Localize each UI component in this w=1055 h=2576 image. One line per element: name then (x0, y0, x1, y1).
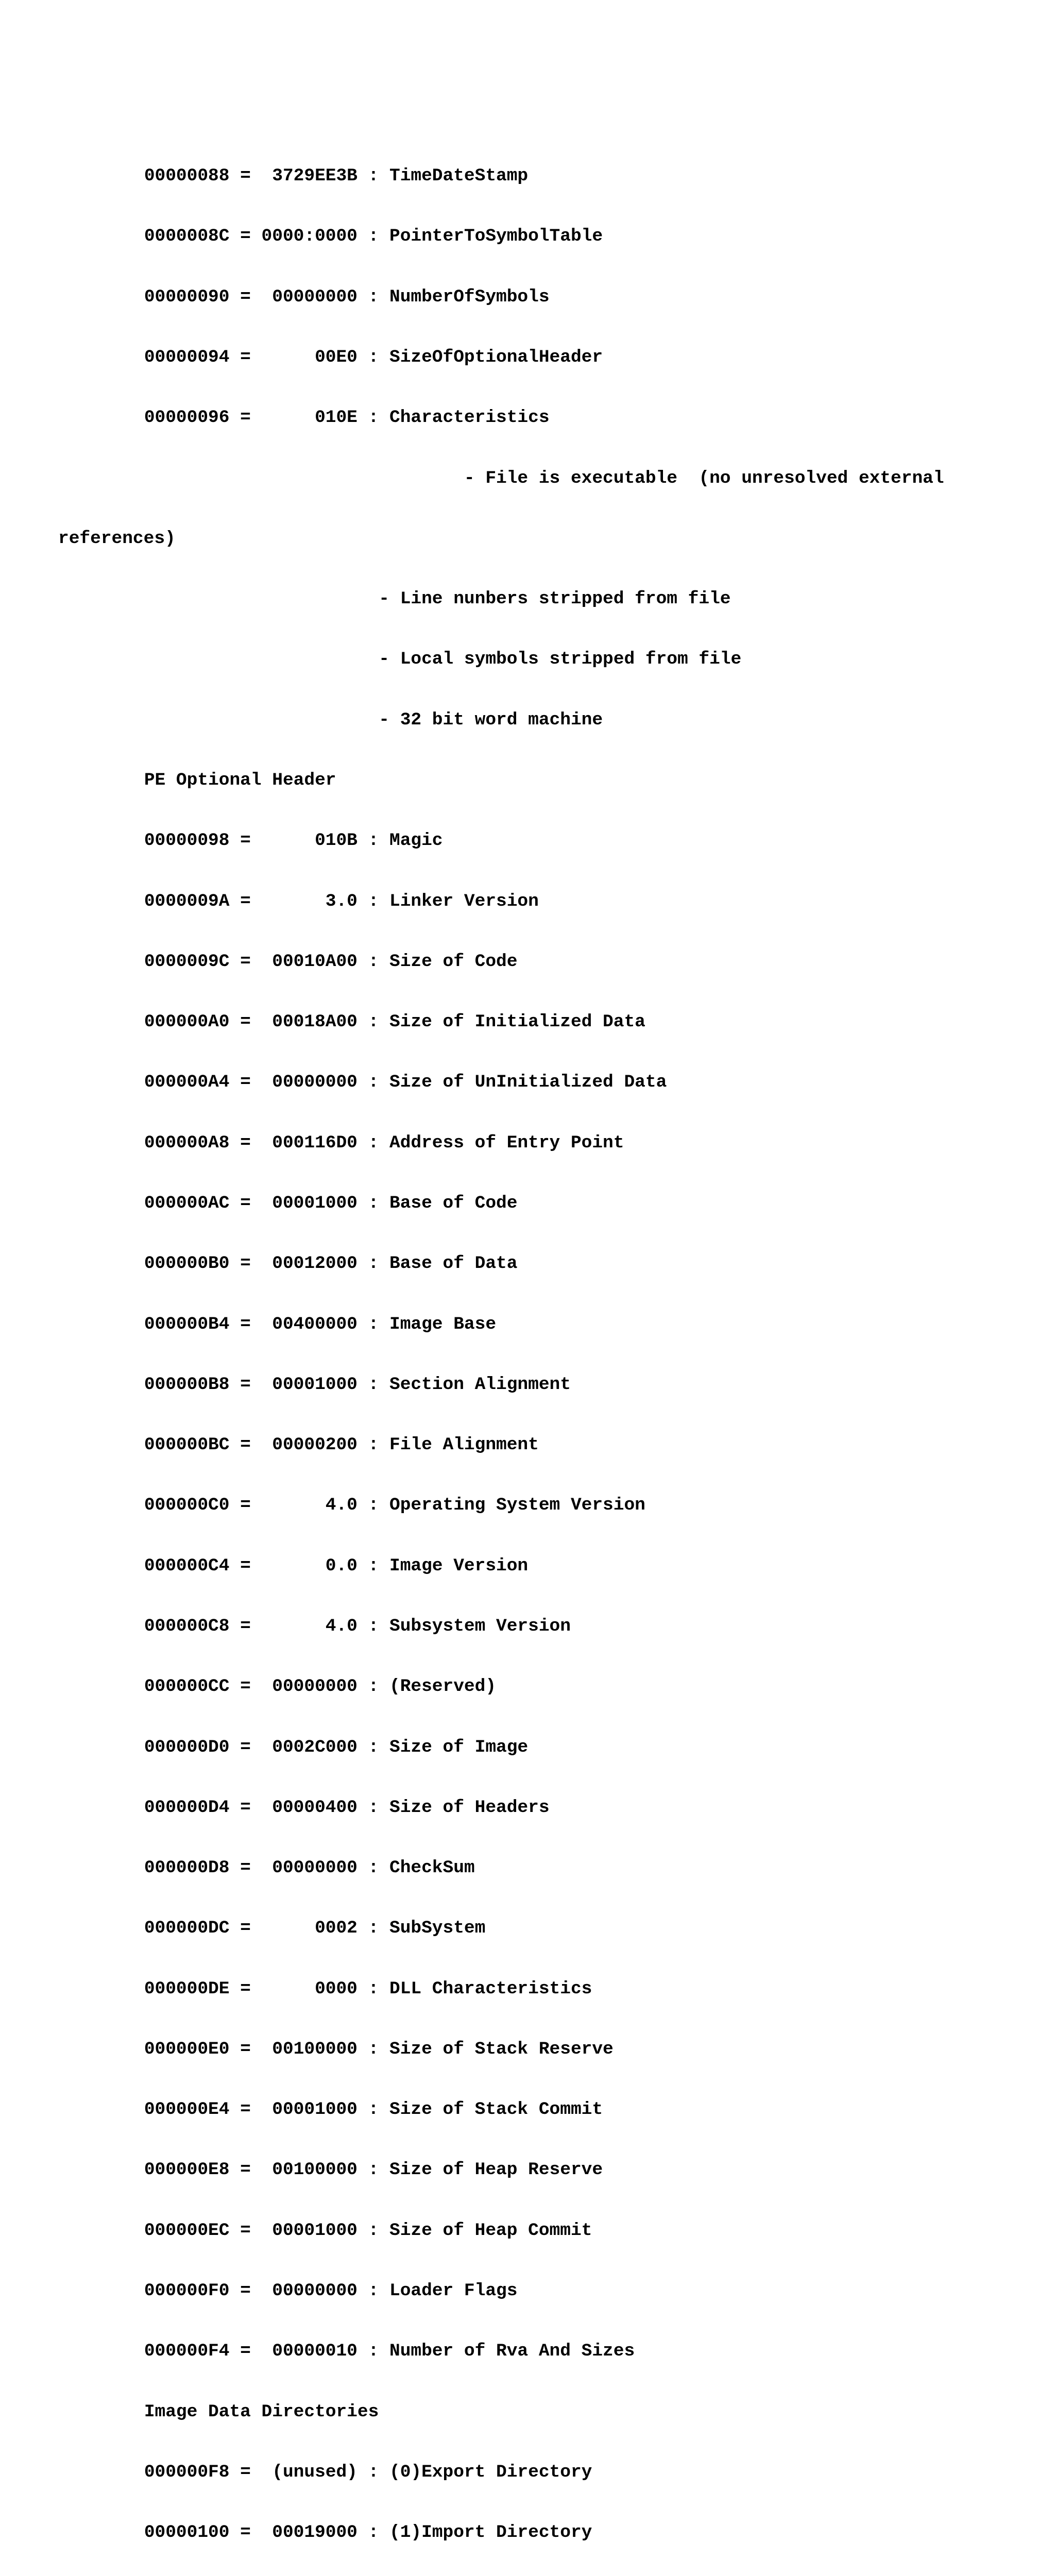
listing-line: - 32 bit word machine (101, 709, 603, 730)
listing-line: 0000009C = 00010A00 : Size of Code (101, 951, 518, 972)
listing-line: 000000F8 = (unused) : (0)Export Directory (101, 2462, 592, 2482)
listing-line: 00000100 = 00019000 : (1)Import Directory (101, 2522, 592, 2543)
listing-line: 000000F4 = 00000010 : Number of Rva And Sizes (101, 2341, 635, 2362)
listing-line: 000000CC = 00000000 : (Reserved) (101, 1676, 497, 1697)
listing-line: 000000C4 = 0.0 : Image Version (101, 1555, 529, 1576)
listing-line: 000000A0 = 00018A00 : Size of Initialized Data (101, 1012, 645, 1032)
listing-line: 000000BC = 00000200 : File Alignment (101, 1435, 539, 1455)
listing-line: 000000EC = 00001000 : Size of Heap Commit (101, 2220, 592, 2241)
listing-line: 00000098 = 010B : Magic (101, 831, 443, 851)
listing-line: 000000D8 = 00000000 : CheckSum (101, 1858, 475, 1878)
listing-line: 000000B4 = 00400000 : Image Base (101, 1314, 497, 1334)
listing-line: 00000096 = 010E : Characteristics (101, 408, 550, 428)
listing-line: 0000008C = 0000:0000 : PointerToSymbolTable (101, 226, 603, 247)
listing-line: 000000B0 = 00012000 : Base of Data (101, 1253, 518, 1274)
listing-line: 000000AC = 00001000 : Base of Code (101, 1193, 518, 1213)
listing-line: 00000094 = 00E0 : SizeOfOptionalHeader (101, 347, 603, 368)
listing-line: 000000A4 = 00000000 : Size of UnInitialized Data (101, 1072, 667, 1093)
listing-line: 000000B8 = 00001000 : Section Alignment (101, 1374, 571, 1395)
listing-line: 000000D0 = 0002C000 : Size of Image (101, 1737, 529, 1757)
listing-line: - File is executable (no unresolved external (101, 468, 944, 488)
listing-line: 000000DC = 0002 : SubSystem (101, 1918, 486, 1939)
pe-header-listing (58, 126, 944, 2576)
listing-line: 000000F0 = 00000000 : Loader Flags (101, 2281, 518, 2301)
listing-line: 0000009A = 3.0 : Linker Version (101, 891, 539, 911)
listing-line: 000000C8 = 4.0 : Subsystem Version (101, 1616, 571, 1636)
section-heading: PE Optional Header (101, 770, 336, 790)
listing-line: 000000DE = 0000 : DLL Characteristics (101, 1978, 592, 1999)
listing-line: 000000E8 = 00100000 : Size of Heap Reserve (101, 2160, 603, 2180)
listing-line: 000000E0 = 00100000 : Size of Stack Reserve (101, 2039, 614, 2059)
listing-line: 000000E4 = 00001000 : Size of Stack Commit (101, 2099, 603, 2120)
listing-line: 000000C0 = 4.0 : Operating System Version (101, 1495, 645, 1516)
section-heading: Image Data Directories (101, 2401, 379, 2422)
listing-line: references) (58, 528, 176, 549)
listing-line: - Line nunbers stripped from file (101, 589, 731, 609)
listing-line: 00000090 = 00000000 : NumberOfSymbols (101, 286, 550, 307)
listing-line: 00000088 = 3729EE3B : TimeDateStamp (101, 166, 529, 187)
listing-line: 000000A8 = 000116D0 : Address of Entry Point (101, 1132, 624, 1153)
listing-line: 000000D4 = 00000400 : Size of Headers (101, 1797, 550, 1818)
listing-line: - Local symbols stripped from file (101, 649, 742, 670)
